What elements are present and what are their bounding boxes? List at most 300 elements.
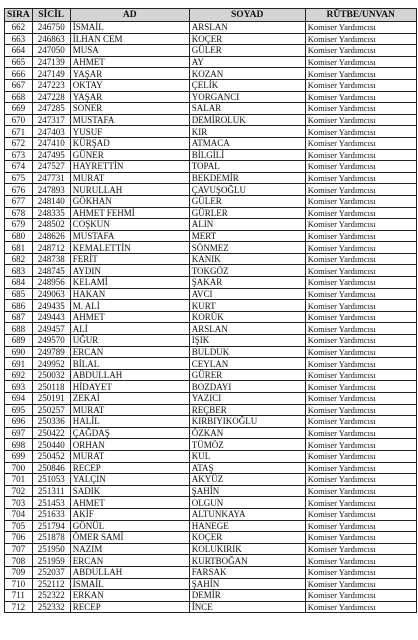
cell-rutbe: Komiser Yardımcısı [305, 242, 416, 254]
cell-rutbe: Komiser Yardımcısı [305, 33, 416, 45]
cell-sira: 692 [5, 369, 33, 381]
cell-sicil: 247223 [32, 79, 70, 91]
cell-sicil: 250846 [32, 462, 70, 474]
cell-ad: HAKAN [70, 288, 189, 300]
table-row [5, 277, 417, 289]
table-row [5, 427, 417, 439]
cell-sira: 687 [5, 311, 33, 323]
cell-soyad: CEYLAN [189, 358, 305, 370]
cell-soyad: KIR [189, 126, 305, 138]
cell-rutbe: Komiser Yardımcısı [305, 555, 416, 567]
cell-sicil: 247050 [32, 45, 70, 57]
cell-sicil: 248956 [32, 277, 70, 289]
cell-sira: 665 [5, 56, 33, 68]
cell-sicil: 248140 [32, 195, 70, 207]
cell-sicil: 247139 [32, 56, 70, 68]
cell-ad: RECEP [70, 601, 189, 613]
cell-sira: 707 [5, 543, 33, 555]
cell-sicil: 252322 [32, 590, 70, 602]
header-sicil: SİCİL [32, 9, 70, 22]
cell-rutbe: Komiser Yardımcısı [305, 184, 416, 196]
table-row [5, 253, 417, 265]
cell-sicil: 250422 [32, 427, 70, 439]
cell-ad: COŞKUN [70, 219, 189, 231]
table-row [5, 474, 417, 486]
cell-ad: YAŞAR [70, 91, 189, 103]
cell-sira: 668 [5, 91, 33, 103]
cell-ad: SADIK [70, 485, 189, 497]
cell-soyad: İNCE [189, 601, 305, 613]
table-row [5, 149, 417, 161]
cell-sicil: 252332 [32, 601, 70, 613]
cell-soyad: KUL [189, 450, 305, 462]
personnel-table [4, 8, 417, 613]
cell-rutbe: Komiser Yardımcısı [305, 381, 416, 393]
cell-sicil: 247317 [32, 114, 70, 126]
cell-ad: HAYRETTİN [70, 161, 189, 173]
cell-sicil: 249789 [32, 346, 70, 358]
cell-sira: 703 [5, 497, 33, 509]
cell-sicil: 249570 [32, 335, 70, 347]
cell-sira: 712 [5, 601, 33, 613]
cell-ad: ABDULLAH [70, 566, 189, 578]
cell-rutbe: Komiser Yardımcısı [305, 277, 416, 289]
cell-sira: 685 [5, 288, 33, 300]
cell-rutbe: Komiser Yardımcısı [305, 393, 416, 405]
cell-rutbe: Komiser Yardımcısı [305, 56, 416, 68]
cell-sira: 705 [5, 520, 33, 532]
cell-sicil: 247228 [32, 91, 70, 103]
cell-rutbe: Komiser Yardımcısı [305, 404, 416, 416]
cell-ad: İSMAİL [70, 22, 189, 34]
table-row [5, 601, 417, 613]
cell-soyad: HANEGE [189, 520, 305, 532]
cell-rutbe: Komiser Yardımcısı [305, 265, 416, 277]
cell-sicil: 246750 [32, 22, 70, 34]
table-row [5, 416, 417, 428]
table-row [5, 45, 417, 57]
cell-sicil: 251053 [32, 474, 70, 486]
cell-sicil: 251959 [32, 555, 70, 567]
cell-ad: MUSTAFA [70, 230, 189, 242]
cell-ad: ERKAN [70, 590, 189, 602]
cell-sira: 699 [5, 450, 33, 462]
table-row [5, 91, 417, 103]
table-row [5, 126, 417, 138]
cell-soyad: KORÜK [189, 311, 305, 323]
table-row [5, 207, 417, 219]
cell-sira: 701 [5, 474, 33, 486]
table-row [5, 485, 417, 497]
cell-soyad: FARSAK [189, 566, 305, 578]
cell-ad: GÖKHAN [70, 195, 189, 207]
cell-soyad: AKYÜZ [189, 474, 305, 486]
cell-sicil: 247495 [32, 149, 70, 161]
cell-sira: 672 [5, 137, 33, 149]
cell-ad: ERCAN [70, 346, 189, 358]
table-row [5, 381, 417, 393]
cell-sicil: 246863 [32, 33, 70, 45]
cell-sira: 674 [5, 161, 33, 173]
table-row [5, 450, 417, 462]
cell-rutbe: Komiser Yardımcısı [305, 207, 416, 219]
cell-soyad: KURTBOĞAN [189, 555, 305, 567]
cell-ad: YUSUF [70, 126, 189, 138]
cell-sira: 688 [5, 323, 33, 335]
cell-rutbe: Komiser Yardımcısı [305, 230, 416, 242]
cell-ad: İLHAN CEM [70, 33, 189, 45]
cell-sira: 675 [5, 172, 33, 184]
cell-rutbe: Komiser Yardımcısı [305, 474, 416, 486]
cell-soyad: ÖZKAN [189, 427, 305, 439]
cell-soyad: BOZDAYI [189, 381, 305, 393]
table-row [5, 242, 417, 254]
table-row [5, 33, 417, 45]
cell-sira: 669 [5, 103, 33, 115]
cell-soyad: ATAŞ [189, 462, 305, 474]
cell-ad: MURAT [70, 450, 189, 462]
table-row [5, 335, 417, 347]
table-row [5, 520, 417, 532]
cell-rutbe: Komiser Yardımcısı [305, 172, 416, 184]
cell-ad: BİLAL [70, 358, 189, 370]
cell-ad: HİDAYET [70, 381, 189, 393]
cell-rutbe: Komiser Yardımcısı [305, 450, 416, 462]
cell-sira: 696 [5, 416, 33, 428]
cell-sicil: 252112 [32, 578, 70, 590]
table-row [5, 508, 417, 520]
cell-soyad: KANIK [189, 253, 305, 265]
cell-rutbe: Komiser Yardımcısı [305, 68, 416, 80]
cell-rutbe: Komiser Yardımcısı [305, 497, 416, 509]
cell-rutbe: Komiser Yardımcısı [305, 311, 416, 323]
table-row [5, 358, 417, 370]
cell-ad: AKİF [70, 508, 189, 520]
cell-ad: NAZIM [70, 543, 189, 555]
cell-sicil: 247285 [32, 103, 70, 115]
cell-rutbe: Komiser Yardımcısı [305, 126, 416, 138]
cell-sira: 690 [5, 346, 33, 358]
cell-sira: 697 [5, 427, 33, 439]
cell-rutbe: Komiser Yardımcısı [305, 508, 416, 520]
header-soyad: SOYAD [189, 9, 305, 22]
cell-sicil: 248502 [32, 219, 70, 231]
table-row [5, 103, 417, 115]
cell-sira: 666 [5, 68, 33, 80]
cell-ad: ABDULLAH [70, 369, 189, 381]
table-row [5, 369, 417, 381]
table-row [5, 184, 417, 196]
cell-sira: 663 [5, 33, 33, 45]
cell-sira: 691 [5, 358, 33, 370]
cell-rutbe: Komiser Yardımcısı [305, 543, 416, 555]
cell-sira: 706 [5, 532, 33, 544]
cell-sira: 710 [5, 578, 33, 590]
cell-sicil: 248712 [32, 242, 70, 254]
header-ad: AD [70, 9, 189, 22]
cell-rutbe: Komiser Yardımcısı [305, 590, 416, 602]
table-row [5, 161, 417, 173]
cell-sira: 709 [5, 566, 33, 578]
cell-sicil: 250032 [32, 369, 70, 381]
cell-soyad: REÇBER [189, 404, 305, 416]
cell-sira: 694 [5, 393, 33, 405]
cell-soyad: SALAR [189, 103, 305, 115]
table-row [5, 195, 417, 207]
cell-ad: KEMALETTİN [70, 242, 189, 254]
cell-sira: 686 [5, 300, 33, 312]
cell-soyad: BEKDEMİR [189, 172, 305, 184]
cell-soyad: BULDUK [189, 346, 305, 358]
table-row [5, 114, 417, 126]
cell-soyad: ALIN [189, 219, 305, 231]
table-row [5, 219, 417, 231]
table-row [5, 68, 417, 80]
cell-ad: AHMET [70, 497, 189, 509]
cell-sicil: 247527 [32, 161, 70, 173]
cell-ad: GÜNER [70, 149, 189, 161]
cell-soyad: GÜRLER [189, 207, 305, 219]
cell-rutbe: Komiser Yardımcısı [305, 416, 416, 428]
cell-sicil: 250257 [32, 404, 70, 416]
cell-soyad: KIRBIYIKOĞLU [189, 416, 305, 428]
cell-ad: UĞUR [70, 335, 189, 347]
cell-soyad: ŞAHİN [189, 578, 305, 590]
cell-ad: GÖNÜL [70, 520, 189, 532]
cell-soyad: IŞIK [189, 335, 305, 347]
cell-rutbe: Komiser Yardımcısı [305, 566, 416, 578]
cell-sicil: 247893 [32, 184, 70, 196]
cell-sicil: 251878 [32, 532, 70, 544]
cell-soyad: ATMACA [189, 137, 305, 149]
cell-rutbe: Komiser Yardımcısı [305, 427, 416, 439]
cell-ad: ERCAN [70, 555, 189, 567]
cell-rutbe: Komiser Yardımcısı [305, 532, 416, 544]
cell-rutbe: Komiser Yardımcısı [305, 149, 416, 161]
cell-rutbe: Komiser Yardımcısı [305, 520, 416, 532]
cell-ad: YAŞAR [70, 68, 189, 80]
cell-soyad: SÖNMEZ [189, 242, 305, 254]
cell-ad: ÇAĞDAŞ [70, 427, 189, 439]
cell-ad: KELAMİ [70, 277, 189, 289]
cell-sicil: 250440 [32, 439, 70, 451]
table-body [5, 22, 417, 613]
table-row [5, 230, 417, 242]
cell-ad: M. ALİ [70, 300, 189, 312]
table-row [5, 346, 417, 358]
cell-ad: MURAT [70, 172, 189, 184]
cell-sicil: 247403 [32, 126, 70, 138]
table-row [5, 56, 417, 68]
document-page [4, 8, 417, 613]
cell-soyad: YAZICI [189, 393, 305, 405]
cell-rutbe: Komiser Yardımcısı [305, 485, 416, 497]
cell-sicil: 250191 [32, 393, 70, 405]
cell-sira: 683 [5, 265, 33, 277]
cell-soyad: KOLUKIRIK [189, 543, 305, 555]
cell-ad: AHMET [70, 311, 189, 323]
table-header-row [5, 9, 417, 22]
cell-rutbe: Komiser Yardımcısı [305, 601, 416, 613]
cell-sira: 700 [5, 462, 33, 474]
cell-ad: ZEKAİ [70, 393, 189, 405]
cell-rutbe: Komiser Yardımcısı [305, 335, 416, 347]
table-row [5, 543, 417, 555]
cell-sicil: 251794 [32, 520, 70, 532]
cell-sicil: 250336 [32, 416, 70, 428]
table-row [5, 578, 417, 590]
cell-ad: OKTAY [70, 79, 189, 91]
cell-rutbe: Komiser Yardımcısı [305, 219, 416, 231]
cell-rutbe: Komiser Yardımcısı [305, 45, 416, 57]
cell-soyad: ARSLAN [189, 323, 305, 335]
cell-sira: 667 [5, 79, 33, 91]
cell-sira: 670 [5, 114, 33, 126]
cell-ad: FERİT [70, 253, 189, 265]
cell-sicil: 251311 [32, 485, 70, 497]
cell-sicil: 248745 [32, 265, 70, 277]
table-row [5, 566, 417, 578]
cell-soyad: GÜRER [189, 369, 305, 381]
cell-rutbe: Komiser Yardımcısı [305, 369, 416, 381]
table-row [5, 172, 417, 184]
cell-rutbe: Komiser Yardımcısı [305, 79, 416, 91]
cell-ad: ALİ [70, 323, 189, 335]
cell-rutbe: Komiser Yardımcısı [305, 161, 416, 173]
table-row [5, 462, 417, 474]
table-row [5, 265, 417, 277]
cell-rutbe: Komiser Yardımcısı [305, 462, 416, 474]
cell-sira: 704 [5, 508, 33, 520]
cell-sicil: 252037 [32, 566, 70, 578]
cell-soyad: DEMİROLUK [189, 114, 305, 126]
table-row [5, 404, 417, 416]
cell-soyad: TOKGÖZ [189, 265, 305, 277]
cell-soyad: ALTUNKAYA [189, 508, 305, 520]
cell-soyad: KURT [189, 300, 305, 312]
table-row [5, 137, 417, 149]
cell-ad: MUSTAFA [70, 114, 189, 126]
cell-sira: 679 [5, 219, 33, 231]
header-sira: SIRA [5, 9, 33, 22]
cell-rutbe: Komiser Yardımcısı [305, 91, 416, 103]
cell-sira: 693 [5, 381, 33, 393]
cell-soyad: TOPAL [189, 161, 305, 173]
cell-rutbe: Komiser Yardımcısı [305, 288, 416, 300]
cell-ad: ÖMER SAMİ [70, 532, 189, 544]
cell-sicil: 249457 [32, 323, 70, 335]
cell-soyad: DEMİR [189, 590, 305, 602]
table-row [5, 497, 417, 509]
cell-sicil: 248335 [32, 207, 70, 219]
cell-soyad: KOÇER [189, 532, 305, 544]
cell-sira: 684 [5, 277, 33, 289]
cell-soyad: OLGUN [189, 497, 305, 509]
cell-sira: 708 [5, 555, 33, 567]
cell-rutbe: Komiser Yardımcısı [305, 300, 416, 312]
cell-sira: 711 [5, 590, 33, 602]
cell-sicil: 251453 [32, 497, 70, 509]
cell-sira: 680 [5, 230, 33, 242]
table-row [5, 311, 417, 323]
cell-soyad: YORGANCI [189, 91, 305, 103]
cell-ad: SONER [70, 103, 189, 115]
cell-ad: MURAT [70, 404, 189, 416]
cell-sicil: 249063 [32, 288, 70, 300]
cell-soyad: ARSLAN [189, 22, 305, 34]
cell-sira: 689 [5, 335, 33, 347]
cell-ad: KÜRŞAD [70, 137, 189, 149]
cell-rutbe: Komiser Yardımcısı [305, 137, 416, 149]
cell-ad: AHMET [70, 56, 189, 68]
cell-sira: 677 [5, 195, 33, 207]
table-row [5, 288, 417, 300]
cell-ad: AHMET FEHMİ [70, 207, 189, 219]
cell-sicil: 251950 [32, 543, 70, 555]
table-row [5, 439, 417, 451]
cell-soyad: TÜMÖZ [189, 439, 305, 451]
table-row [5, 590, 417, 602]
cell-soyad: ÇAVUŞOĞLU [189, 184, 305, 196]
cell-sicil: 250452 [32, 450, 70, 462]
cell-ad: HALİL [70, 416, 189, 428]
cell-rutbe: Komiser Yardımcısı [305, 358, 416, 370]
cell-rutbe: Komiser Yardımcısı [305, 103, 416, 115]
cell-ad: RECEP [70, 462, 189, 474]
cell-sicil: 249952 [32, 358, 70, 370]
cell-soyad: ÇELİK [189, 79, 305, 91]
cell-sira: 702 [5, 485, 33, 497]
table-row [5, 22, 417, 34]
table-row [5, 323, 417, 335]
cell-sira: 673 [5, 149, 33, 161]
cell-sicil: 248738 [32, 253, 70, 265]
cell-sira: 681 [5, 242, 33, 254]
cell-sicil: 250118 [32, 381, 70, 393]
cell-sira: 698 [5, 439, 33, 451]
cell-sira: 671 [5, 126, 33, 138]
cell-sira: 678 [5, 207, 33, 219]
cell-rutbe: Komiser Yardımcısı [305, 195, 416, 207]
cell-rutbe: Komiser Yardımcısı [305, 439, 416, 451]
cell-sira: 664 [5, 45, 33, 57]
cell-ad: MUSA [70, 45, 189, 57]
cell-sicil: 251633 [32, 508, 70, 520]
cell-soyad: KOÇER [189, 33, 305, 45]
table-row [5, 532, 417, 544]
cell-rutbe: Komiser Yardımcısı [305, 323, 416, 335]
cell-soyad: GÜLER [189, 195, 305, 207]
header-rutbe: RÜTBE/UNVAN [305, 9, 416, 22]
cell-sira: 682 [5, 253, 33, 265]
table-row [5, 393, 417, 405]
table-row [5, 300, 417, 312]
cell-rutbe: Komiser Yardımcısı [305, 22, 416, 34]
cell-ad: ORHAN [70, 439, 189, 451]
cell-ad: AYDIN [70, 265, 189, 277]
cell-sira: 676 [5, 184, 33, 196]
cell-soyad: ŞAKAR [189, 277, 305, 289]
cell-soyad: KOZAN [189, 68, 305, 80]
cell-soyad: AVCI [189, 288, 305, 300]
table-row [5, 555, 417, 567]
cell-rutbe: Komiser Yardımcısı [305, 253, 416, 265]
cell-sira: 695 [5, 404, 33, 416]
cell-soyad: ŞAHİN [189, 485, 305, 497]
cell-soyad: MERT [189, 230, 305, 242]
cell-rutbe: Komiser Yardımcısı [305, 114, 416, 126]
cell-ad: YALÇIN [70, 474, 189, 486]
